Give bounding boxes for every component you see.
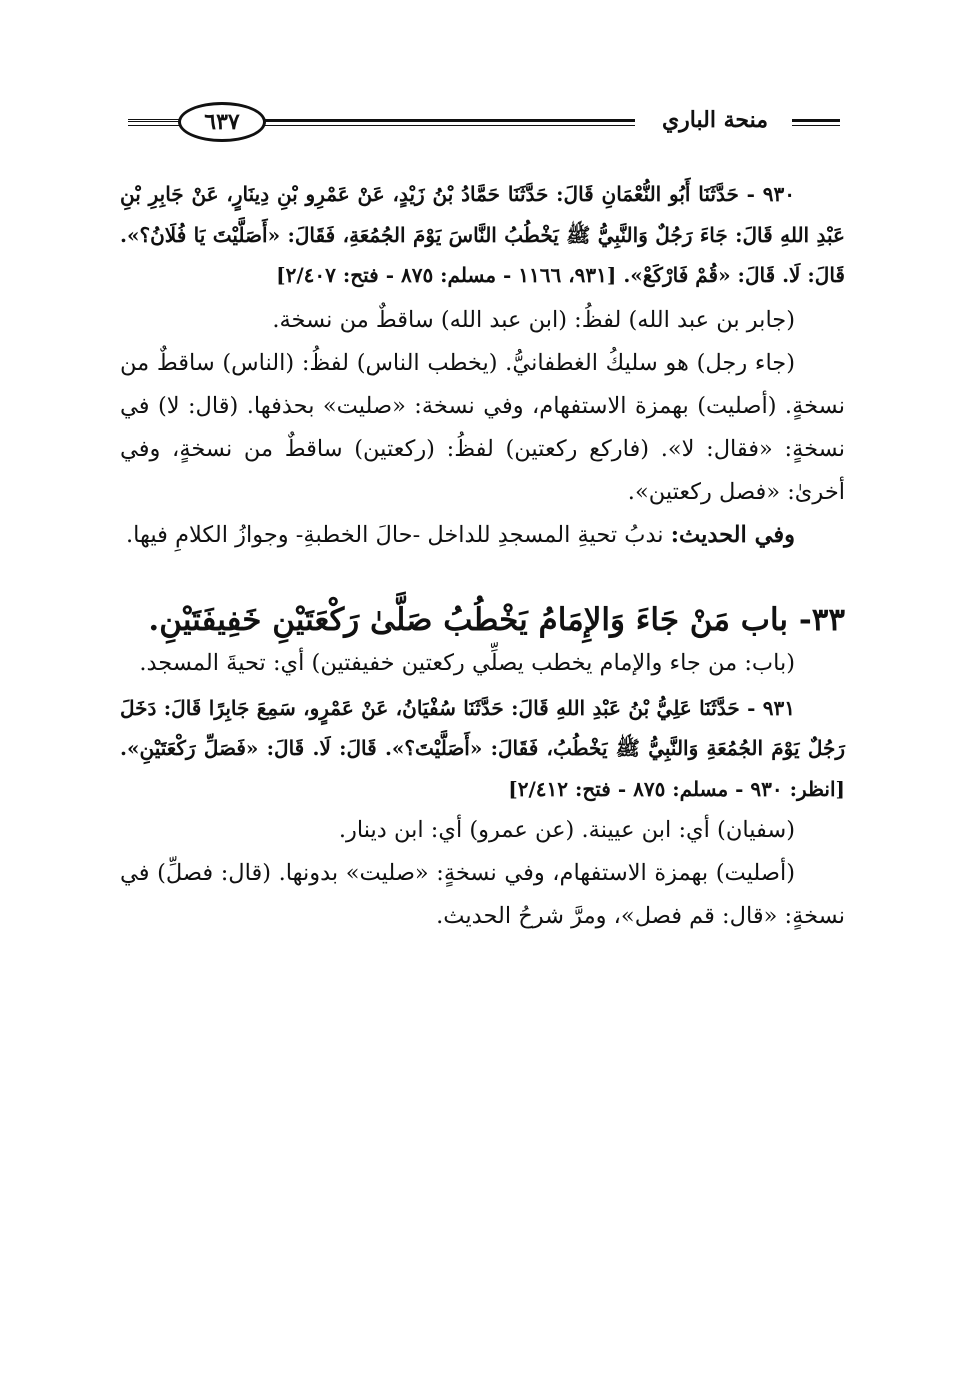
header-rule-right <box>792 119 840 126</box>
hadith-930: ٩٣٠ - حَدَّثَنَا أَبُو النُّعْمَانِ قَالَ: حَدَّثَنَا حَمَّادُ بْنُ زَيْدٍ، عَنْ عَمْرِو بْنِ دِينَارٍ، عَنْ جَابِرِ بْنِ عَبْدِ اللهِ قَالَ: جَاءَ رَجُلٌ وَالنَّبِيُّ ﷺ يَخْطُبُ النَّاسَ يَوْمَ الجُمُعَةِ، فَقَالَ: «أَصَلَّيْتَ يَا فُلَانُ؟». قَالَ: لَا. قَالَ: «قُمْ فَارْكَعْ». [٩٣١، ١١٦٦ - مسلم: ٨٧٥ - فتح: ٢/٤٠٧] <box>120 182 845 287</box>
hadith-931: ٩٣١ - حَدَّثَنَا عَلِيُّ بْنُ عَبْدِ اللهِ قَالَ: حَدَّثَنَا سُفْيَانُ، عَنْ عَمْرٍو، سَمِعَ جَابِرًا قَالَ: دَخَلَ رَجُلٌ يَوْمَ الجُمُعَةِ وَالنَّبِيُّ ﷺ يَخْطُبُ، فَقَالَ: «أَصَلَّيْتَ؟». قَالَ: لَا. قَالَ: «فَصَلِّ رَكْعَتَيْنِ». [انظر: ٩٣٠ - مسلم: ٨٧٥ - فتح: ٢/٤١٢] <box>120 695 845 801</box>
hadith-lesson-text: ندبُ تحيةِ المسجدِ للداخل -حالَ الخطبةِ- وجوازُ الكلامِ فيها. <box>126 521 671 548</box>
chapter-commentary: (باب: من جاء والإمام يخطب يصلِّي ركعتين خفيفتين) أي: تحيةَ المسجد. <box>139 649 795 676</box>
commentary-paragraph: (جاء رجل) هو سليكُ الغطفانيُّ. (يخطب الناس) لفظُ: (الناس) ساقطٌ من نسخةٍ. (أصليت) بهمزة الاستفهام، وفي نسخة: «صليت» بحذفها. (قال: لا) في نسخةٍ: «فقال: لا». (فاركع ركعتين) لفظُ: (ركعتين) ساقطٌ من نسخةٍ، وفي أخرىٰ: «فصل ركعتين». <box>120 349 845 505</box>
page-header <box>120 90 845 146</box>
book-page <box>120 0 845 1390</box>
chapter-title: ٣٣- باب مَنْ جَاءَ وَالإِمَامُ يَخْطُبُ صَلَّىٰ رَكْعَتَيْنِ خَفِيفَتَيْنِ. <box>148 601 845 638</box>
hadith-lesson-paragraph <box>120 514 845 557</box>
page-body <box>120 170 845 938</box>
header-rule-middle <box>250 119 635 126</box>
page-number: ٦٣٧ <box>178 102 266 142</box>
commentary-paragraph: (أصليت) بهمزة الاستفهام، وفي نسخةٍ: «صليت» بدونها. (قال: فصلِّ) في نسخةٍ: «قال: قم فصل»، ومرَّ شرحُ الحديث. <box>120 860 845 929</box>
header-rule-left <box>128 119 183 126</box>
hadith-lesson-lead: وفي الحديث: <box>670 521 795 548</box>
commentary-paragraph: (جابر بن عبد الله) لفظُ: (ابن عبد الله) ساقطٌ من نسخة. <box>272 306 795 333</box>
running-title: منحة الباري <box>661 107 769 133</box>
commentary-paragraph: (سفيان) أي: ابن عيينة. (عن عمرو) أي: ابن دينار. <box>338 817 795 843</box>
